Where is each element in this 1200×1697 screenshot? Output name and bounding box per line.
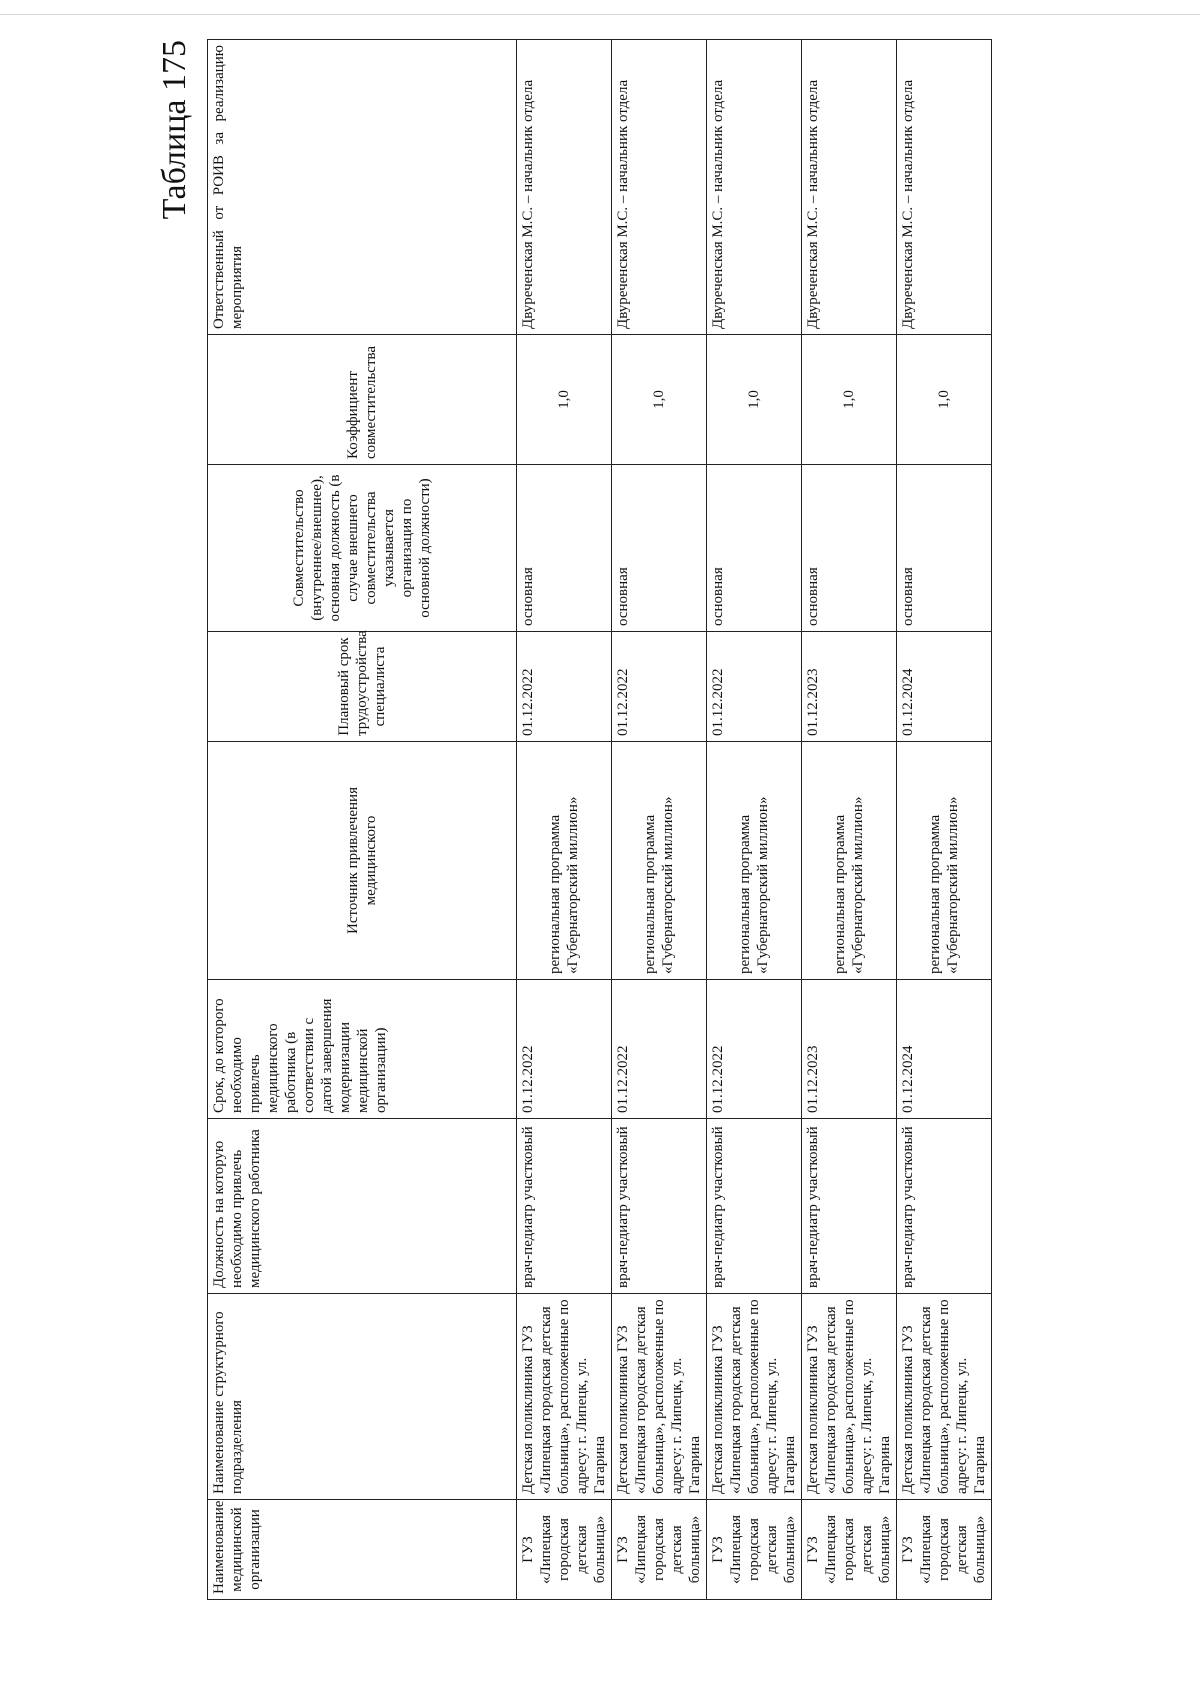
cell-resp: Двуреченская М.С. – начальник отдела <box>897 40 992 335</box>
table-row <box>612 40 707 1600</box>
cell-position: врач-педиатр участковый <box>612 1119 707 1294</box>
cell-deadline: 01.12.2022 <box>517 980 612 1119</box>
header-koef: Коэффициент совместительства <box>208 335 517 465</box>
table-row <box>802 40 897 1600</box>
cell-plan: 01.12.2022 <box>612 632 707 742</box>
staffing-table <box>207 39 992 1600</box>
cell-source: региональная программа «Губернаторский миллион» <box>897 742 992 980</box>
header-deadline: Срок, до которого необходимо привлечь медицинского работника (в соответствии с датой завершения модернизации медицинской организации) <box>208 980 517 1119</box>
cell-resp: Двуреченская М.С. – начальник отдела <box>612 40 707 335</box>
cell-koef: 1,0 <box>802 335 897 465</box>
rotated-page <box>155 40 988 1600</box>
cell-unit: Детская поликлиника ГУЗ «Липецкая городская детская больница», расположенные по адресу: г. Липецк, ул. Гагарина <box>612 1294 707 1500</box>
header-resp: Ответственный от РОИВ за реализацию мероприятия <box>208 40 517 335</box>
cell-deadline: 01.12.2022 <box>612 980 707 1119</box>
cell-plan: 01.12.2024 <box>897 632 992 742</box>
table-row <box>707 40 802 1600</box>
header-sovm: Совместительство (внутреннее/внешнее), основная должность (в случае внешнего совместительства указывается организация по основной должности) <box>208 465 517 632</box>
cell-sovm: основная <box>517 465 612 632</box>
cell-position: врач-педиатр участковый <box>802 1119 897 1294</box>
cell-sovm: основная <box>707 465 802 632</box>
cell-resp: Двуреченская М.С. – начальник отдела <box>707 40 802 335</box>
header-plan: Плановый срок трудоустройства специалиста <box>208 632 517 742</box>
cell-sovm: основная <box>897 465 992 632</box>
header-org: Наименование медицинской организации <box>208 1500 517 1600</box>
cell-resp: Двуреченская М.С. – начальник отдела <box>517 40 612 335</box>
cell-koef: 1,0 <box>517 335 612 465</box>
header-source: Источник привлечения медицинского <box>208 742 517 980</box>
cell-plan: 01.12.2022 <box>517 632 612 742</box>
header-unit: Наименование структурного подразделения <box>208 1294 517 1500</box>
cell-org: ГУЗ «Липецкая городская детская больница» <box>707 1500 802 1600</box>
cell-source: региональная программа «Губернаторский миллион» <box>802 742 897 980</box>
cell-deadline: 01.12.2022 <box>707 980 802 1119</box>
cell-unit: Детская поликлиника ГУЗ «Липецкая городская детская больница», расположенные по адресу: г. Липецк, ул. Гагарина <box>517 1294 612 1500</box>
cell-position: врач-педиатр участковый <box>517 1119 612 1294</box>
cell-unit: Детская поликлиника ГУЗ «Липецкая городская детская больница», расположенные по адресу: г. Липецк, ул. Гагарина <box>802 1294 897 1500</box>
cell-koef: 1,0 <box>897 335 992 465</box>
header-position: Должность на которую необходимо привлечь медицинского работника <box>208 1119 517 1294</box>
cell-org: ГУЗ «Липецкая городская детская больница» <box>802 1500 897 1600</box>
cell-deadline: 01.12.2024 <box>897 980 992 1119</box>
cell-deadline: 01.12.2023 <box>802 980 897 1119</box>
cell-source: региональная программа «Губернаторский миллион» <box>612 742 707 980</box>
table-title: Таблица 175 <box>156 40 193 220</box>
cell-unit: Детская поликлиника ГУЗ «Липецкая городская детская больница», расположенные по адресу: г. Липецк, ул. Гагарина <box>707 1294 802 1500</box>
cell-position: врач-педиатр участковый <box>897 1119 992 1294</box>
table-row <box>897 40 992 1600</box>
cell-koef: 1,0 <box>707 335 802 465</box>
cell-org: ГУЗ «Липецкая городская детская больница» <box>897 1500 992 1600</box>
cell-source: региональная программа «Губернаторский миллион» <box>707 742 802 980</box>
cell-sovm: основная <box>802 465 897 632</box>
scan-edge-line <box>0 14 1200 15</box>
cell-sovm: основная <box>612 465 707 632</box>
cell-source: региональная программа «Губернаторский миллион» <box>517 742 612 980</box>
cell-org: ГУЗ «Липецкая городская детская больница» <box>612 1500 707 1600</box>
cell-org: ГУЗ «Липецкая городская детская больница» <box>517 1500 612 1600</box>
cell-plan: 01.12.2022 <box>707 632 802 742</box>
cell-koef: 1,0 <box>612 335 707 465</box>
cell-position: врач-педиатр участковый <box>707 1119 802 1294</box>
cell-resp: Двуреченская М.С. – начальник отдела <box>802 40 897 335</box>
cell-unit: Детская поликлиника ГУЗ «Липецкая городская детская больница», расположенные по адресу: г. Липецк, ул. Гагарина <box>897 1294 992 1500</box>
cell-plan: 01.12.2023 <box>802 632 897 742</box>
header-row <box>208 40 517 1600</box>
table-row <box>517 40 612 1600</box>
